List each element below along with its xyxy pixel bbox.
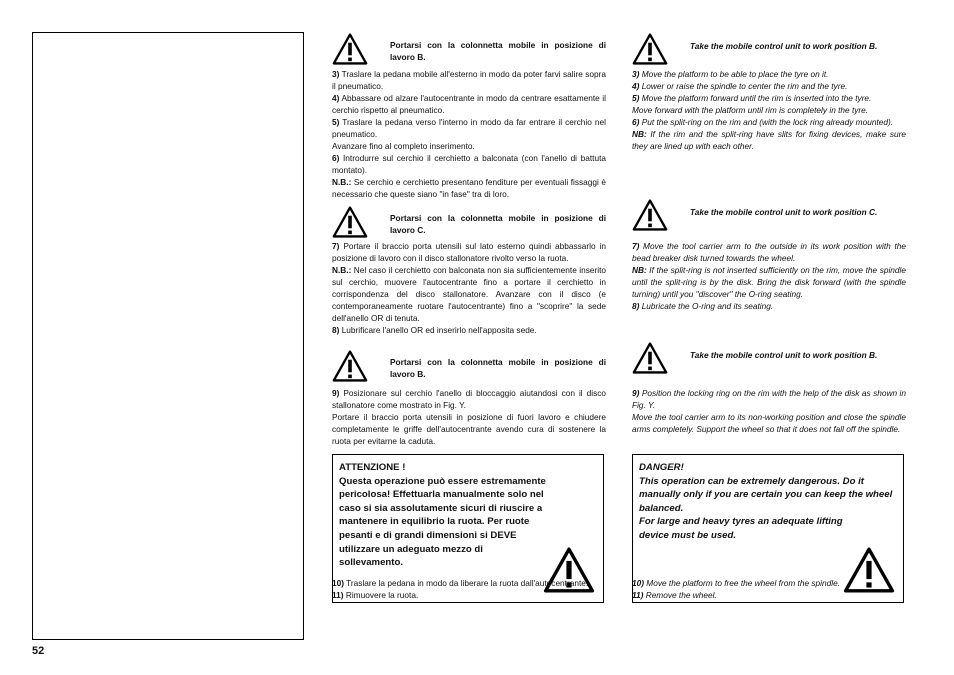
step-8: 8) Lubrificare l'anello OR ed inserirlo nell'apposita sede. xyxy=(332,325,537,335)
warning-text: Take the mobile control unit to work position B. xyxy=(690,41,878,51)
step-6: 6) Introdurre sul cerchio il cerchietto a balconata (con l'anello di battuta montato). xyxy=(332,153,606,175)
step-4: 4) Lower or raise the spindle to center the rim and the tyre. xyxy=(632,81,848,91)
instructions-block-2 xyxy=(332,240,606,336)
warning-text: Take the mobile control unit to work position C. xyxy=(690,207,878,217)
warning-note-3 xyxy=(332,349,606,385)
instructions-block-3 xyxy=(332,387,606,447)
danger-text: This operation can be extremely dangerous. Do it manually only if you are certain you can keep the wheel balanced. xyxy=(639,475,893,514)
warning-note-1 xyxy=(332,32,606,68)
step-7: 7) Move the tool carrier arm to the outside in its work position with the bead breaker disk turned towards the wheel. xyxy=(632,241,906,263)
warning-triangle-icon xyxy=(632,198,668,232)
step-11: 11) Remove the wheel. xyxy=(632,590,717,600)
step-8: 8) Lubricate the O-ring and its seating. xyxy=(632,301,774,311)
instructions-block-4 xyxy=(632,577,906,601)
warning-text: Take the mobile control unit to work position B. xyxy=(690,350,878,360)
instructions-block-4 xyxy=(332,577,606,601)
instructions-block-2 xyxy=(632,240,906,312)
step-7: 7) Portare il braccio porta utensili sul lato esterno quindi abbassarlo in posizione di lavoro con il disco stallonatore rivolto verso la ruota. xyxy=(332,241,606,263)
step-5-note: Avanzare fino al completo inserimento. xyxy=(332,141,475,151)
step-10: 10) Traslare la pedana in modo da liberare la ruota dall'autocentrante. xyxy=(332,578,589,588)
warning-triangle-icon xyxy=(332,205,368,239)
step-9: 9) Position the locking ring on the rim with the help of the disk as shown in Fig. Y. xyxy=(632,388,906,410)
warning-text: Portarsi con la colonnetta mobile in posizione di lavoro C. xyxy=(390,213,606,235)
danger-text-2: For large and heavy tyres an adequate lifting device must be used. xyxy=(639,516,843,541)
step-5: 5) Traslare la pedana verso l'interno in modo da far entrare il cerchio nel pneumatico. xyxy=(332,117,606,139)
step-9-note: Portare il braccio porta utensili in posizione di fuori lavoro e chiudere completamente le griffe dell'autocentrante avendo cura di sostenere la ruota per evitarne la caduta. xyxy=(332,412,606,446)
step-4: 4) Abbassare od alzare l'autocentrante in modo da centrare esattamente il cerchio rispetto al pneumatico. xyxy=(332,93,606,115)
nb-note-1: N.B.: Se cerchio e cerchietto presentano fenditure per eventuali fissaggi è necessario che queste siano "in fase" tra di loro. xyxy=(332,177,606,199)
instructions-block-3 xyxy=(632,387,906,435)
warning-note-1 xyxy=(632,32,906,68)
instructions-block-1 xyxy=(332,68,606,200)
step-11: 11) Rimuovere la ruota. xyxy=(332,590,419,600)
warning-triangle-icon xyxy=(632,32,668,66)
step-9: 9) Posizionare sul cerchio l'anello di bloccaggio aiutandosi con il disco stallonatore come mostrato in Fig. Y. xyxy=(332,388,606,410)
warning-text: Portarsi con la colonnetta mobile in posizione di lavoro B. xyxy=(390,40,606,62)
warning-note-3 xyxy=(632,341,906,377)
step-5-note: Move forward with the platform until rim is completely in the tyre. xyxy=(632,105,869,115)
nb-note-2: N.B.: Nel caso il cerchietto con balconata non sia sufficientemente inserito sul cerchio, muovere l'autocentrante fino a portare il cerchietto in corrispondenza del disco stallonatore. Avanzare con il disco (e contemporaneamente ruotare l'autocentrante) fino a "scoprire" la sede dell'anello OR di tenuta. xyxy=(332,265,606,323)
warning-triangle-icon xyxy=(332,349,368,383)
step-3: 3) Traslare la pedana mobile all'esterno in modo da poter farvi salire sopra il pneumatico. xyxy=(332,69,606,91)
nb-note-2: NB: If the split-ring is not inserted sufficiently on the rim, move the spindle until the split-ring is by the disk. Bring the disk forward (with the spindle turning) until you "discover" the O-ring seating. xyxy=(632,265,906,299)
warning-note-2 xyxy=(332,205,606,241)
step-10: 10) Move the platform to free the wheel from the spindle. xyxy=(632,578,840,588)
warning-triangle-icon xyxy=(332,32,368,66)
warning-note-2 xyxy=(632,198,906,234)
page-number: 52 xyxy=(32,645,45,657)
warning-text: Portarsi con la colonnetta mobile in posizione di lavoro B. xyxy=(390,357,606,379)
step-9-note: Move the tool carrier arm to its non-working position and close the spindle arms completely. Support the wheel so that it does not fall off the spindle. xyxy=(632,412,906,434)
warning-triangle-icon xyxy=(632,341,668,375)
figure-frame xyxy=(32,32,304,640)
attention-title: ATTENZIONE ! xyxy=(339,462,406,473)
step-6: 6) Put the split-ring on the rim and (with the lock ring already mounted). xyxy=(632,117,894,127)
step-3: 3) Move the platform to be able to place the tyre on it. xyxy=(632,69,829,79)
nb-note-1: NB: If the rim and the split-ring have slits for fixing devices, make sure they are lined up with each other. xyxy=(632,129,906,151)
step-5: 5) Move the platform forward until the rim is inserted into the tyre. xyxy=(632,93,872,103)
instructions-block-1 xyxy=(632,68,906,152)
danger-title: DANGER! xyxy=(639,462,684,473)
attention-text: Questa operazione può essere estremamente pericolosa! Effettuarla manualmente solo nel caso si sia assolutamente sicuri di riuscire a mantenere in equilibrio la ruota. Per ruote pesanti e di grandi dimensioni si DEVE utilizzare un adeguato mezzo di sollevamento. xyxy=(339,475,546,569)
